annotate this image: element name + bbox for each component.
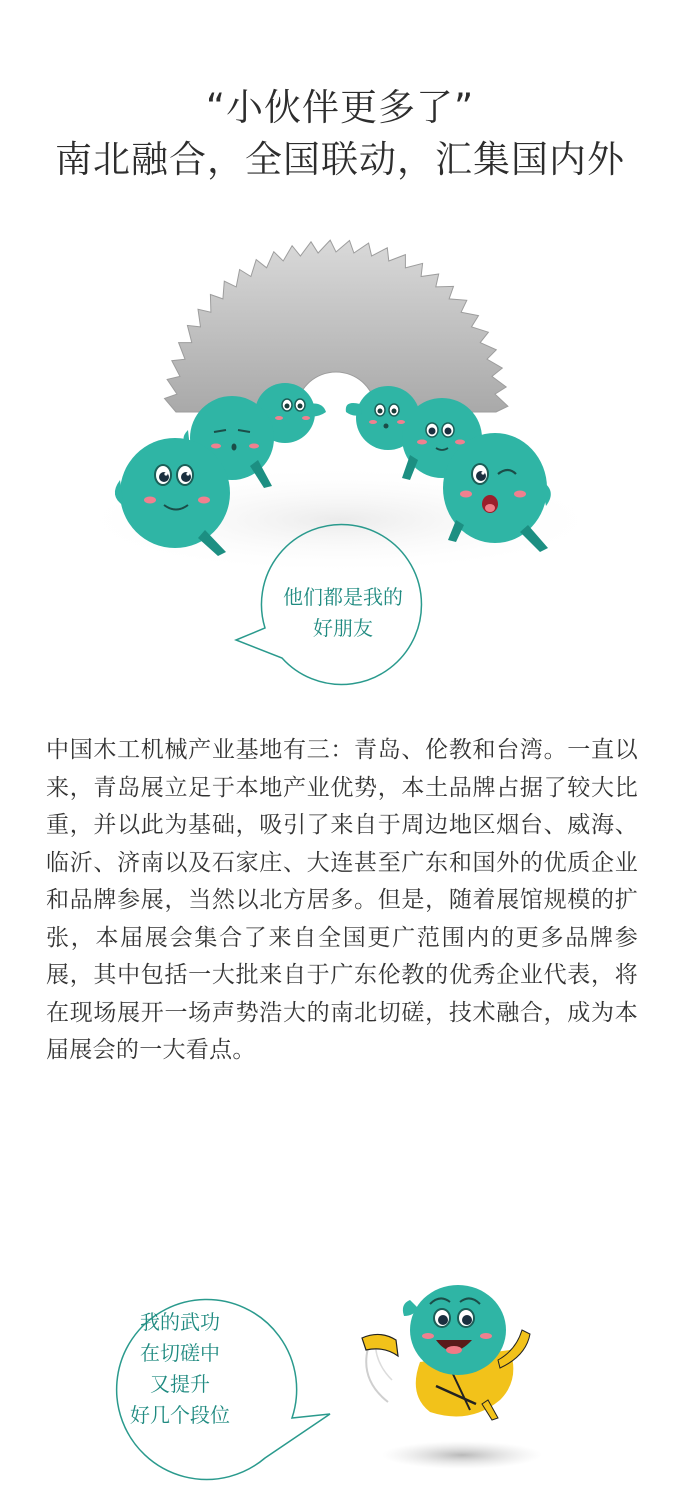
kungfu-character — [362, 1285, 542, 1469]
speech-bubble-top-text — [258, 582, 428, 644]
bubble-bottom-line-2: 在切磋中 — [140, 1341, 220, 1365]
bubble-top-line-2: 好朋友 — [313, 616, 373, 640]
bubble-bottom-line-1: 我的武功 — [140, 1310, 220, 1334]
bubble-bottom-line-3: 又提升 — [150, 1372, 210, 1396]
title-line-1: “小伙伴更多了” — [205, 86, 475, 129]
character-right-front — [443, 433, 551, 552]
bubble-top-line-1: 他们都是我的 — [283, 585, 403, 609]
speech-bubble-bottom-text — [112, 1307, 248, 1431]
saw-blade-icon — [165, 240, 508, 412]
article-paragraph: 中国木工机械产业基地有三：青岛、伦教和台湾。一直以来，青岛展立足于本地产业优势，本土品牌占据了较大比重，并以此为基础，吸引了来自于周边地区烟台、威海、临沂、济南以及石家庄、大连甚至广东和国外的优质企业和品牌参展，当然以北方居多。但是，随着展馆规模的扩张，本届展会集合了来自全国更广范围内的更多品牌参展，其中包括一大批来自于广东伦教的优秀企业代表，将在现场展开一场声势浩大的南北切磋，技术融合，成为本届展会的一大看点。 — [46, 737, 638, 1063]
title-line-2: 南北融合，全国联动，汇集国内外 — [55, 138, 625, 181]
bubble-bottom-line-4: 好几个段位 — [130, 1403, 230, 1427]
